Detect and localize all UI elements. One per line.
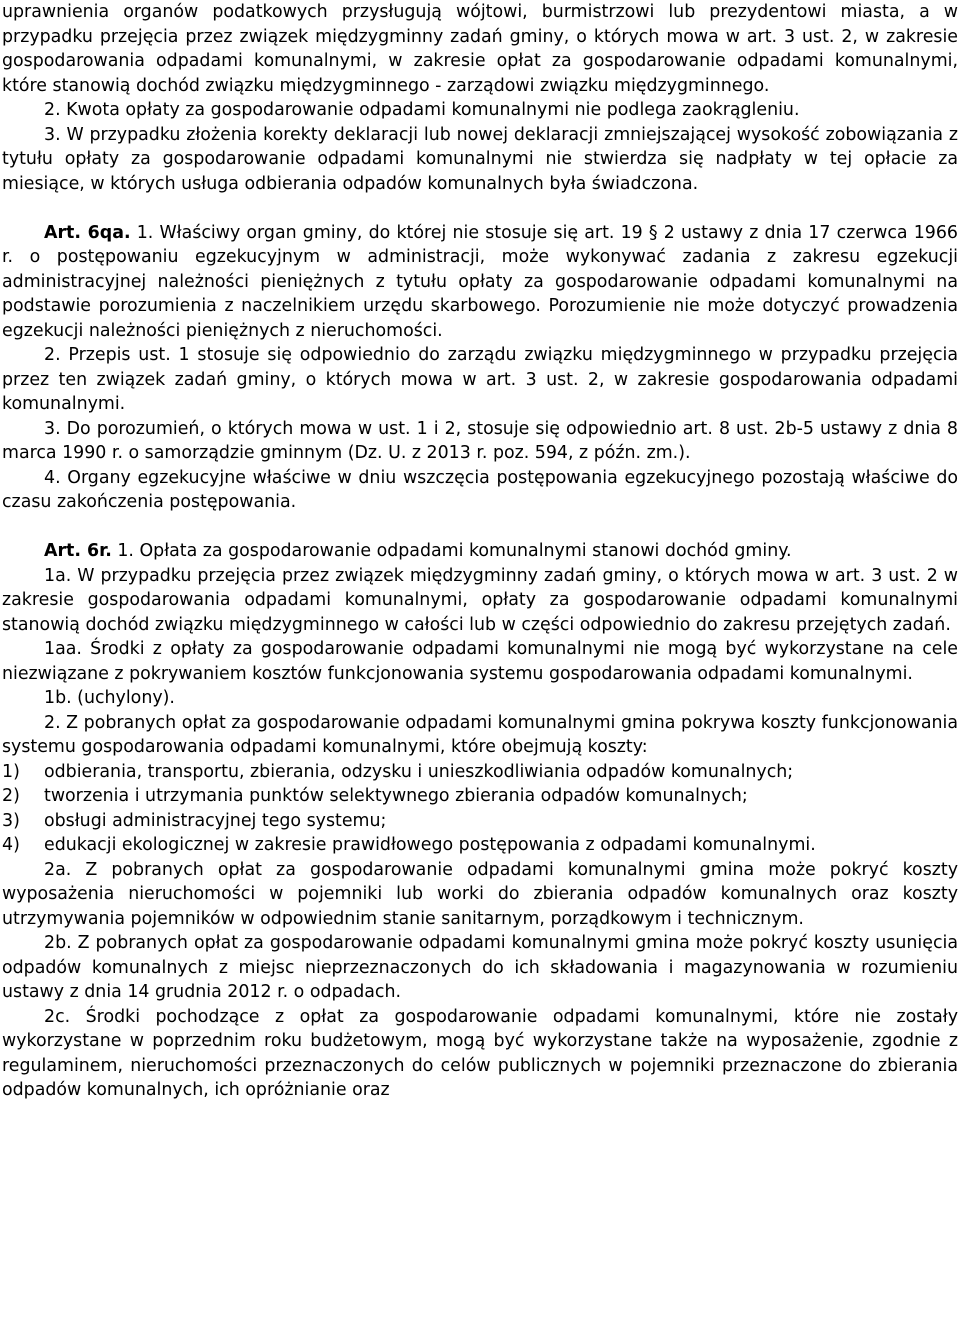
article-heading: Art. 6r. [44, 541, 112, 561]
paragraph-text: 3. Do porozumień, o których mowa w ust. 1 i 2, stosuje się odpowiednio art. 8 ust. 2b-5 ustawy z dnia 8 marca 1990 r. o samorządzie gminnym (Dz. U. z 2013 r. poz. 594, z późn. zm.). [2, 418, 958, 463]
list-item-number: 1) [2, 761, 20, 782]
paragraph [2, 123, 958, 197]
paragraph-text: uprawnienia organów podatkowych przysługują wójtowi, burmistrzowi lub prezydentowi miasta, a w przypadku przejęcia przez związek międzygminny zadań gminy, o których mowa w art. 3 ust. 2, w zakresie gospodarowania odpadami komunalnymi, w zakresie opłat za gospodarowanie odpadami komunalnymi, które stanowią dochód związku międzygminnego - zarządowi związku międzygminnego. [2, 2, 958, 96]
paragraph [2, 637, 958, 686]
paragraph [2, 466, 958, 515]
article-paragraph [2, 539, 958, 564]
paragraph [2, 931, 958, 1005]
paragraph-text: 2. Przepis ust. 1 stosuje się odpowiednio do zarządu związku międzygminnego w przypadku przejęcia przez ten związek zadań gminy, o których mowa w art. 3 ust. 2, w zakresie gospodarowania odpadami komunalnymi. [2, 345, 958, 414]
paragraph-text: 1. Opłata za gospodarowanie odpadami komunalnymi stanowi dochód gminy. [111, 541, 792, 561]
paragraph [2, 711, 958, 760]
paragraph-text: 3. W przypadku złożenia korekty deklaracji lub nowej deklaracji zmniejszającej wysokość zobowiązania z tytułu opłaty za gospodarowanie odpadami komunalnymi nie stwierdza się nadpłaty w tej opłacie za miesiące, w których usługa odbierania odpadów komunalnych była świadczona. [2, 124, 958, 194]
list-item [2, 760, 958, 785]
paragraph-text: 2c. Środki pochodzące z opłat za gospodarowanie odpadami komunalnymi, które nie zostały wykorzystane w poprzednim roku budżetowym, mogą być wykorzystane także na wyposażenie, zgodnie z regulaminem, nieruchomości przeznaczonych do celów publicznych w pojemniki przeznaczone do zbierania odpadów komunalnych, ich opróżnianie oraz [2, 1006, 958, 1100]
list-item-number: 3) [2, 810, 20, 831]
article-heading: Art. 6qa. [44, 222, 131, 243]
paragraph-text: 2. Kwota opłaty za gospodarowanie odpadami komunalnymi nie podlega zaokrągleniu. [44, 100, 800, 120]
paragraph-text: 4. Organy egzekucyjne właściwe w dniu wszczęcia postępowania egzekucyjnego pozostają właściwe do czasu zakończenia postępowania. [2, 467, 958, 512]
list-item-text: obsługi administracyjnej tego systemu; [44, 810, 387, 831]
list-item-number: 2) [2, 786, 20, 806]
paragraph [2, 564, 958, 638]
paragraph-text: 1aa. Środki z opłaty za gospodarowanie odpadami komunalnymi nie mogą być wykorzystane na cele niezwiązane z pokrywaniem kosztów funkcjonowania systemu gospodarowania odpadami komunalnymi. [2, 639, 958, 684]
list-item-number: 4) [2, 835, 20, 855]
paragraph [2, 0, 958, 98]
list-item-text: edukacji ekologicznej w zakresie prawidłowego postępowania z odpadami komunalnymi. [44, 835, 816, 855]
paragraph [2, 343, 958, 417]
paragraph-text: 1. Właściwy organ gminy, do której nie stosuje się art. 19 § 2 ustawy z dnia 17 czerwca 1966 r. o postępowaniu egzekucyjnym w administracji, może wykonywać zadania z zakresu egzekucji administracyjnej należności pieniężnych z tytułu opłaty za gospodarowanie odpadami komunalnymi na podstawie porozumienia z naczelnikiem urzędu skarbowego. Porozumienie nie może dotyczyć prowadzenia egzekucji należności pieniężnych z nieruchomości. [2, 222, 958, 341]
paragraph [2, 858, 958, 932]
paragraph-text: 2b. Z pobranych opłat za gospodarowanie odpadami komunalnymi gmina może pokryć koszty usunięcia odpadów komunalnych z miejsc nieprzeznaczonych do ich składowania i magazynowania w rozumieniu ustawy z dnia 14 grudnia 2012 r. o odpadach. [2, 933, 958, 1002]
paragraph [2, 417, 958, 466]
list-item-text: tworzenia i utrzymania punktów selektywnego zbierania odpadów komunalnych; [44, 786, 748, 806]
paragraph [2, 1005, 958, 1103]
article-paragraph [2, 221, 958, 344]
list-item [2, 809, 958, 834]
list-item [2, 784, 958, 809]
paragraph-text: 2. Z pobranych opłat za gospodarowanie odpadami komunalnymi gmina pokrywa koszty funkcjonowania systemu gospodarowania odpadami komunalnymi, które obejmują koszty: [2, 712, 958, 757]
paragraph-text: 1a. W przypadku przejęcia przez związek międzygminny zadań gminy, o których mowa w art. 3 ust. 2 w zakresie gospodarowania odpadami komunalnymi, opłaty za gospodarowanie odpadami komunalnymi stanowią dochód związku międzygminnego w całości lub w części odpowiednio do zakresu przejętych zadań. [2, 565, 958, 635]
paragraph [2, 98, 958, 123]
list-item [2, 833, 958, 858]
paragraph-text: 2a. Z pobranych opłat za gospodarowanie odpadami komunalnymi gmina może pokryć koszty wyposażenia nieruchomości w pojemniki lub worki do zbierania odpadów komunalnych oraz koszty utrzymywania pojemników w odpowiednim stanie sanitarnym, porządkowym i technicznym. [2, 859, 958, 929]
list-item-text: odbierania, transportu, zbierania, odzysku i unieszkodliwiania odpadów komunalnych; [44, 761, 794, 782]
paragraph [2, 686, 958, 711]
paragraph-text: 1b. (uchylony). [44, 688, 175, 708]
